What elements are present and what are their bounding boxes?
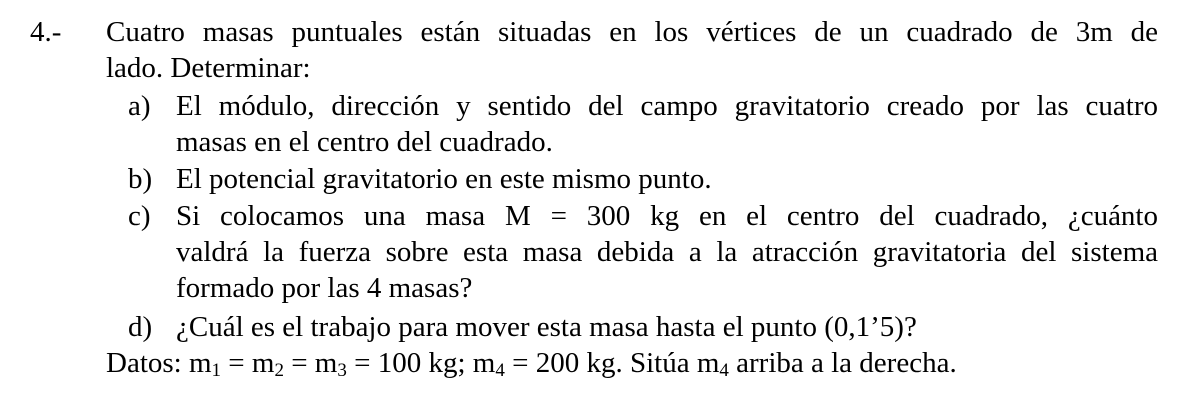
- item-c-line-3: formado por las 4 masas?: [176, 272, 473, 304]
- subscript-5: 4: [719, 360, 729, 381]
- item-d-line-1: ¿Cuál es el trabajo para mover esta masa hasta el punto (0,1’5)?: [176, 311, 917, 343]
- data-eq-3: = 100 kg; m: [346, 347, 496, 379]
- data-eq-4: = 200 kg. Sitúa m: [504, 347, 720, 379]
- data-prefix: Datos: m: [106, 347, 212, 379]
- subscript-4: 4: [495, 360, 505, 381]
- subscript-3: 3: [337, 360, 347, 381]
- item-b-line-1: El potencial gravitatorio en este mismo punto.: [176, 163, 712, 195]
- item-a-label: a): [128, 90, 151, 122]
- problem-statement-line-1: Cuatro masas puntuales están situadas en los vértices de un cuadrado de 3m de: [106, 16, 1158, 48]
- problem-number: 4.-: [30, 16, 62, 48]
- item-c-line-1: Si colocamos una masa M = 300 kg en el centro del cuadrado, ¿cuánto: [176, 200, 1158, 232]
- item-c-label: c): [128, 200, 151, 232]
- data-suffix: arriba a la derecha.: [728, 347, 957, 379]
- item-a-line-2: masas en el centro del cuadrado.: [176, 126, 553, 158]
- data-line: [106, 345, 957, 381]
- problem-statement-line-2: lado. Determinar:: [106, 52, 311, 84]
- item-b-label: b): [128, 163, 153, 195]
- data-eq-2: = m: [283, 347, 338, 379]
- item-c-line-2: valdrá la fuerza sobre esta masa debida a la atracción gravitatoria del sistema: [176, 236, 1158, 268]
- subscript-1: 1: [211, 360, 222, 381]
- data-eq-1: = m: [221, 347, 275, 379]
- item-a-line-1: El módulo, dirección y sentido del campo gravitatorio creado por las cuatro: [176, 90, 1158, 122]
- subscript-2: 2: [274, 360, 284, 381]
- item-d-label: d): [128, 311, 153, 343]
